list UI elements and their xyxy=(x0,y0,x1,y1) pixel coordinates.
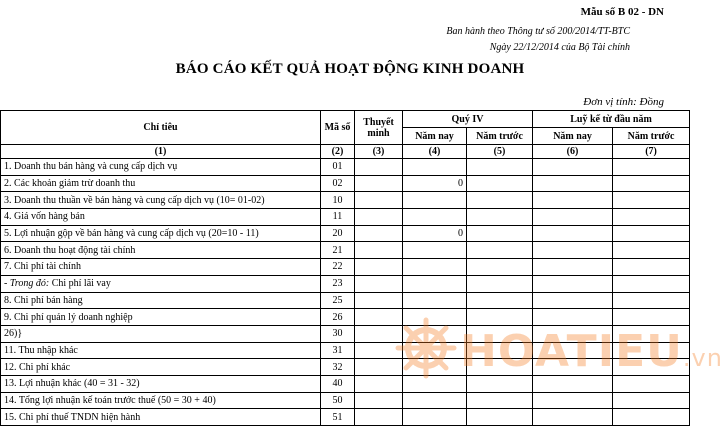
table-row xyxy=(1,409,690,426)
row-code: 10 xyxy=(321,192,355,209)
row-quarter-last-year xyxy=(467,209,533,226)
row-indicator-label: - Trong đó: Chi phí lãi vay xyxy=(1,275,321,292)
col-index: (7) xyxy=(613,145,690,159)
row-ytd-last-year xyxy=(613,259,690,276)
row-note-cell xyxy=(355,409,403,426)
currency-unit: Đơn vị tính: Đồng xyxy=(583,96,664,108)
row-note-cell xyxy=(355,392,403,409)
row-indicator-label: 6. Doanh thu hoạt động tài chính xyxy=(1,242,321,259)
row-ytd-this-year xyxy=(533,392,613,409)
row-ytd-last-year xyxy=(613,409,690,426)
row-note-cell xyxy=(355,209,403,226)
legal-line-2: Ngày 22/12/2014 của Bộ Tài chính xyxy=(489,42,630,53)
row-indicator-label: 12. Chi phí khác xyxy=(1,359,321,376)
row-quarter-this-year: 0 xyxy=(403,175,467,192)
col-header-note: Thuyết minh xyxy=(355,111,403,145)
row-ytd-this-year xyxy=(533,192,613,209)
row-quarter-last-year xyxy=(467,292,533,309)
row-quarter-last-year xyxy=(467,225,533,242)
legal-basis xyxy=(370,24,630,56)
row-code: 11 xyxy=(321,209,355,226)
row-ytd-this-year xyxy=(533,409,613,426)
row-quarter-this-year xyxy=(403,209,467,226)
row-quarter-this-year xyxy=(403,192,467,209)
row-quarter-last-year xyxy=(467,392,533,409)
row-note-cell xyxy=(355,175,403,192)
col-header-code: Mã số xyxy=(321,111,355,145)
row-quarter-last-year xyxy=(467,259,533,276)
col-header-ytd-last-year: Năm trước xyxy=(613,128,690,145)
row-indicator-label: 4. Giá vốn hàng bán xyxy=(1,209,321,226)
row-quarter-this-year xyxy=(403,242,467,259)
row-quarter-this-year xyxy=(403,275,467,292)
row-code: 23 xyxy=(321,275,355,292)
row-indicator-label: 1. Doanh thu bán hàng và cung cấp dịch vụ xyxy=(1,159,321,176)
row-indicator-label: 11. Thu nhập khác xyxy=(1,342,321,359)
row-quarter-last-year xyxy=(467,242,533,259)
row-ytd-this-year xyxy=(533,275,613,292)
row-code: 26 xyxy=(321,309,355,326)
col-index: (2) xyxy=(321,145,355,159)
row-ytd-last-year xyxy=(613,242,690,259)
form-code: Mẫu số B 02 - DN xyxy=(580,6,664,18)
row-note-cell xyxy=(355,225,403,242)
report-title: BÁO CÁO KẾT QUẢ HOẠT ĐỘNG KINH DOANH xyxy=(175,61,525,77)
row-quarter-this-year xyxy=(403,259,467,276)
row-quarter-this-year xyxy=(403,392,467,409)
row-ytd-this-year xyxy=(533,242,613,259)
row-quarter-this-year xyxy=(403,159,467,176)
table-row xyxy=(1,225,690,242)
row-quarter-last-year xyxy=(467,159,533,176)
col-index: (4) xyxy=(403,145,467,159)
row-ytd-last-year xyxy=(613,225,690,242)
row-ytd-last-year xyxy=(613,392,690,409)
row-code: 31 xyxy=(321,342,355,359)
row-indicator-label: 15. Chi phí thuế TNDN hiện hành xyxy=(1,409,321,426)
row-ytd-this-year xyxy=(533,292,613,309)
table-row xyxy=(1,242,690,259)
ship-wheel-icon xyxy=(396,318,456,378)
row-note-cell xyxy=(355,259,403,276)
col-header-indicator: Chỉ tiêu xyxy=(1,111,321,145)
row-indicator-label: 13. Lợi nhuận khác (40 = 31 - 32) xyxy=(1,375,321,392)
row-ytd-last-year xyxy=(613,159,690,176)
row-ytd-this-year xyxy=(533,225,613,242)
row-indicator-label: 2. Các khoản giảm trừ doanh thu xyxy=(1,175,321,192)
row-code: 21 xyxy=(321,242,355,259)
table-row xyxy=(1,175,690,192)
row-quarter-this-year xyxy=(403,409,467,426)
row-code: 01 xyxy=(321,159,355,176)
row-ytd-last-year xyxy=(613,275,690,292)
legal-line-1: Ban hành theo Thông tư số 200/2014/TT-BTC xyxy=(446,26,630,37)
table-row xyxy=(1,192,690,209)
row-indicator-label: 26)} xyxy=(1,325,321,342)
row-ytd-this-year xyxy=(533,209,613,226)
row-note-cell xyxy=(355,275,403,292)
row-indicator-label: 8. Chi phí bán hàng xyxy=(1,292,321,309)
col-index: (6) xyxy=(533,145,613,159)
row-code: 40 xyxy=(321,375,355,392)
row-ytd-last-year xyxy=(613,175,690,192)
table-row xyxy=(1,209,690,226)
row-indicator-label: 14. Tổng lợi nhuận kế toán trước thuế (50 = 30 + 40) xyxy=(1,392,321,409)
row-ytd-this-year xyxy=(533,159,613,176)
table-row xyxy=(1,159,690,176)
row-code: 32 xyxy=(321,359,355,376)
row-indicator-label: 9. Chi phí quản lý doanh nghiệp xyxy=(1,309,321,326)
row-quarter-this-year xyxy=(403,292,467,309)
row-quarter-last-year xyxy=(467,409,533,426)
row-note-cell xyxy=(355,192,403,209)
watermark-text: HOATIEU.vn xyxy=(460,326,723,377)
table-row xyxy=(1,259,690,276)
row-quarter-last-year xyxy=(467,175,533,192)
col-index: (5) xyxy=(467,145,533,159)
col-header-ytd-this-year: Năm nay xyxy=(533,128,613,145)
row-quarter-this-year: 0 xyxy=(403,225,467,242)
row-quarter-last-year xyxy=(467,192,533,209)
row-note-cell xyxy=(355,292,403,309)
row-code: 25 xyxy=(321,292,355,309)
col-header-quarter-last-year: Năm trước xyxy=(467,128,533,145)
table-row xyxy=(1,392,690,409)
row-indicator-label: 7. Chi phí tài chính xyxy=(1,259,321,276)
row-code: 02 xyxy=(321,175,355,192)
row-code: 50 xyxy=(321,392,355,409)
table-row xyxy=(1,292,690,309)
hoatieu-watermark xyxy=(396,318,723,384)
row-note-cell xyxy=(355,159,403,176)
row-ytd-this-year xyxy=(533,259,613,276)
table-row xyxy=(1,275,690,292)
row-indicator-label: 3. Doanh thu thuần về bán hàng và cung cấp dịch vụ (10= 01-02) xyxy=(1,192,321,209)
col-index: (3) xyxy=(355,145,403,159)
row-ytd-last-year xyxy=(613,209,690,226)
row-code: 51 xyxy=(321,409,355,426)
row-ytd-this-year xyxy=(533,175,613,192)
row-code: 22 xyxy=(321,259,355,276)
row-indicator-label: 5. Lợi nhuận gộp về bán hàng và cung cấp dịch vụ (20=10 - 11) xyxy=(1,225,321,242)
row-quarter-last-year xyxy=(467,275,533,292)
row-ytd-last-year xyxy=(613,192,690,209)
col-index: (1) xyxy=(1,145,321,159)
row-ytd-last-year xyxy=(613,292,690,309)
col-header-ytd: Luỹ kế từ đầu năm xyxy=(533,111,690,128)
col-header-quarter-this-year: Năm nay xyxy=(403,128,467,145)
row-note-cell xyxy=(355,242,403,259)
row-code: 30 xyxy=(321,325,355,342)
col-header-quarter: Quý IV xyxy=(403,111,533,128)
row-code: 20 xyxy=(321,225,355,242)
